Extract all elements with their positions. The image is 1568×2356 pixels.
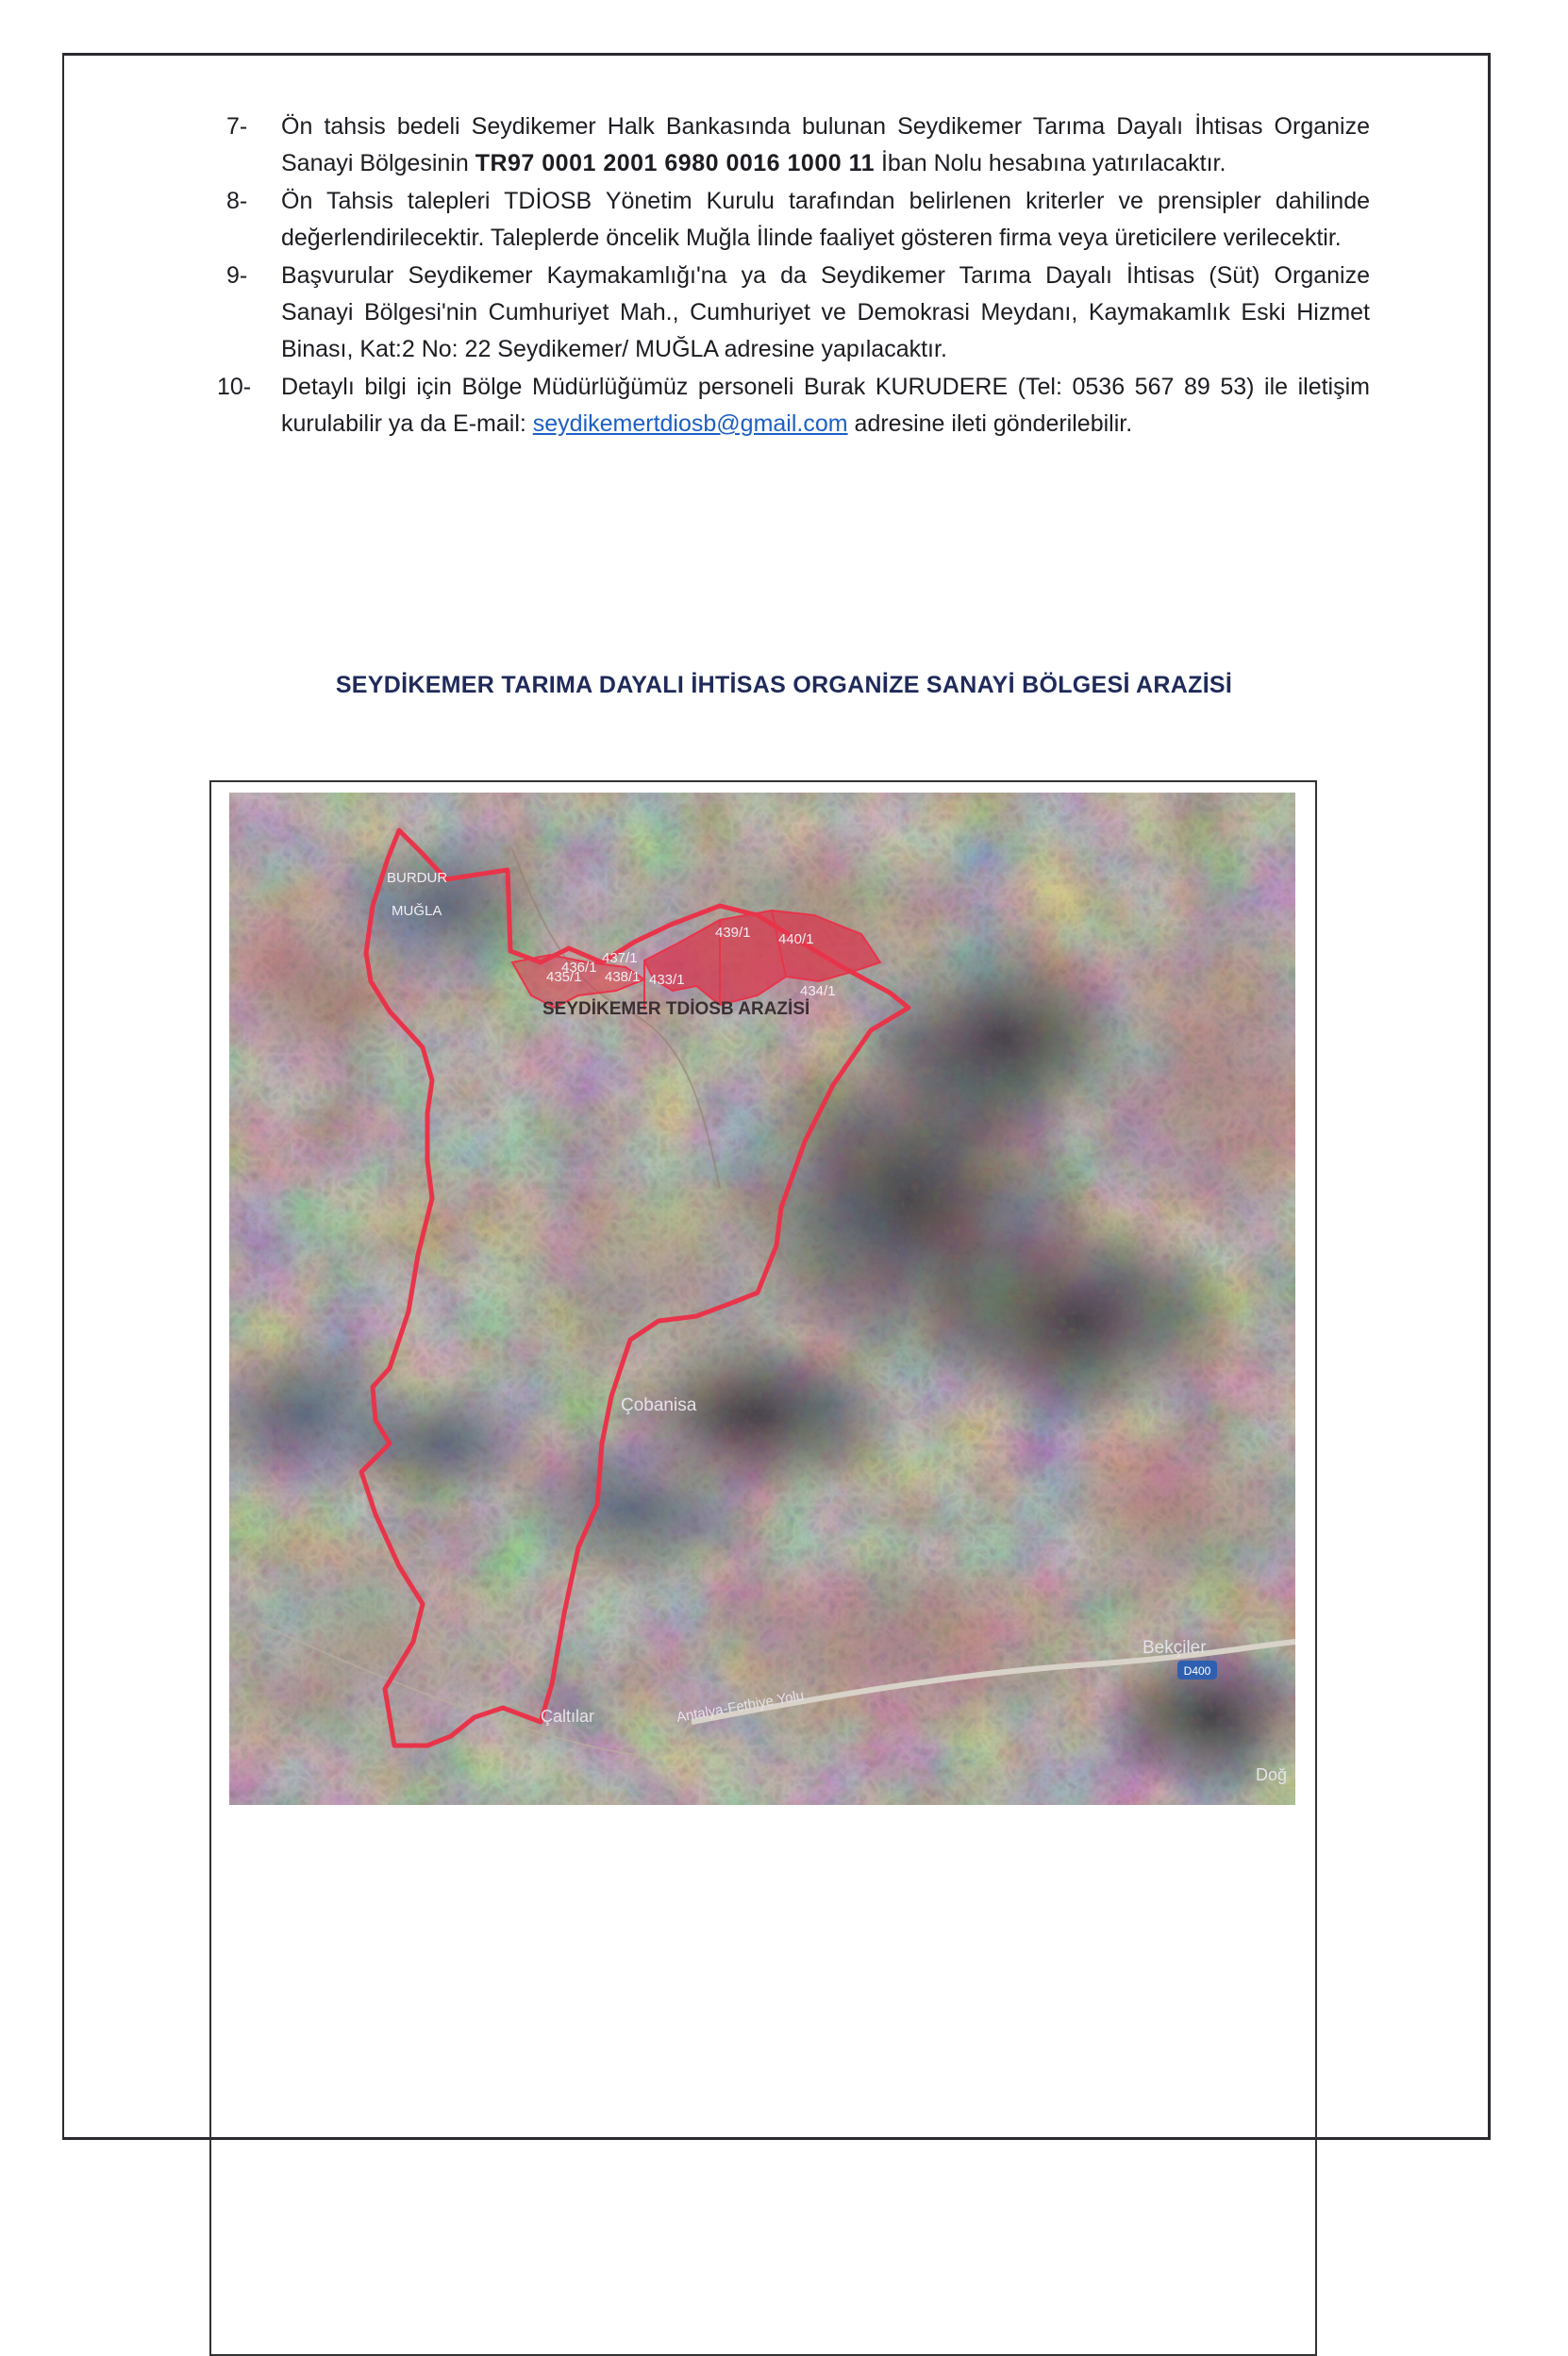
road-shield-label: D400 [1183,1664,1211,1678]
parcel-label-436: 436/1 [561,960,597,976]
item-number: 9- [226,262,248,289]
parcel-label-440: 440/1 [778,931,814,947]
satellite-map [229,793,1295,1805]
list-item-8 [226,183,1370,257]
map-label-burdur: BURDUR [387,870,448,886]
map-label-bekciler: Bekçiler [1143,1638,1207,1658]
email-link[interactable]: seydikemertdiosb@gmail.com [532,410,848,437]
parcel-label-438: 438/1 [605,969,641,985]
map-label-cobanisa: Çobanisa [621,1395,697,1415]
parcel-label-434: 434/1 [800,983,836,999]
map-label-site: SEYDİKEMER TDİOSB ARAZİSİ [542,999,810,1019]
list-item-7 [226,109,1370,182]
iban-number: TR97 0001 2001 6980 0016 1000 11 [475,150,876,176]
map-label-dog: Doğ [1256,1765,1288,1784]
item-text: Detaylı bilgi için Bölge Müdürlüğümüz personeli Burak KURUDERE (Tel: 0536 567 89 53) ile iletişim kurulabilir ya da E-mail: [281,374,1370,437]
item-text: adresine ileti gönderilebilir. [847,410,1133,437]
item-text: İban Nolu hesabına yatırılacaktır. [875,150,1226,176]
parcel-label-433: 433/1 [649,972,685,988]
item-text: Ön Tahsis talepleri TDİOSB Yönetim Kurulu tarafından belirlenen kriterler ve prensipler dahilinde değerlendirilecektir. Taleplerde öncelik Muğla İlinde faaliyet gösteren firma veya üreticilere verilecektir. [281,188,1370,251]
list-item-10 [217,369,1370,443]
item-text: Başvurular Seydikemer Kaymakamlığı'na ya da Seydikemer Tarıma Dayalı İhtisas (Süt) Organize Sanayi Bölgesi'nin Cumhuriyet Mah., Cumhuriyet ve Demokrasi Meydanı, Kaymakamlık Eski Hizmet Binası, Kat:2 No: 22 Seydikemer/ MUĞLA adresine yapılacaktır. [281,262,1370,362]
item-number: 7- [226,113,248,140]
list-item-9 [226,258,1370,368]
map-label-caltilar: Çaltılar [541,1707,595,1726]
item-number: 10- [217,374,252,400]
conditions-list [217,109,1370,443]
map-label-mugla: MUĞLA [392,903,442,919]
parcel-label-439: 439/1 [715,925,751,941]
map-label-road: Antalya-Fethiye Yolu [675,1687,806,1726]
item-text: Ön tahsis bedeli Seydikemer Halk Bankasında bulunan Seydikemer Tarıma Dayalı İhtisas Organize Sanayi Bölgesinin [281,113,1370,176]
parcel-label-437: 437/1 [602,950,638,966]
item-number: 8- [226,188,248,214]
map-title: SEYDİKEMER TARIMA DAYALI İHTİSAS ORGANİZE SANAYİ BÖLGESİ ARAZİSİ [335,672,1233,698]
parcel-label-435: 435/1 [546,969,582,985]
